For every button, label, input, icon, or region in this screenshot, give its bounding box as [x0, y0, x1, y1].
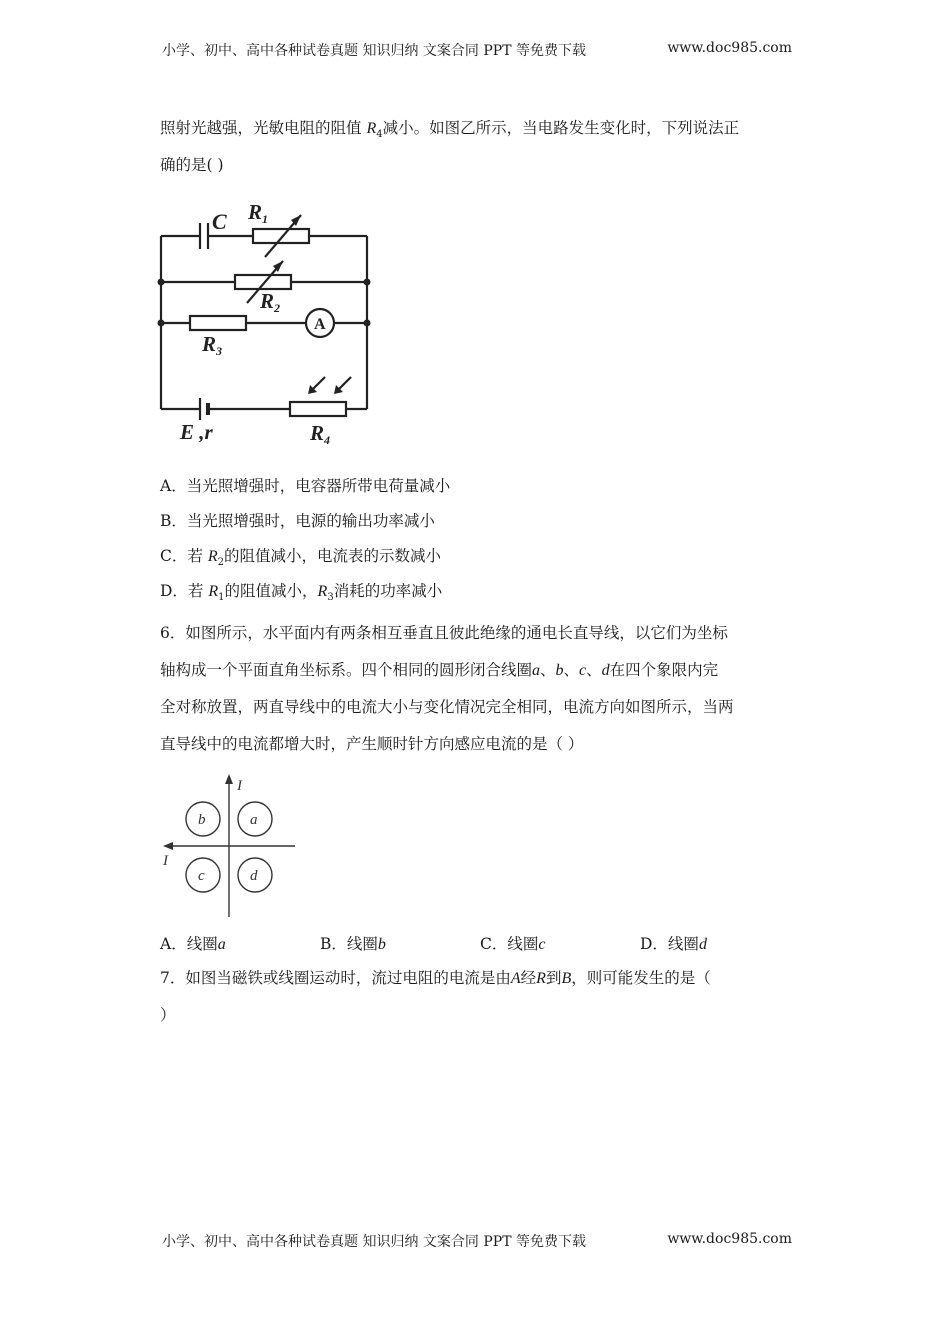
q5-option-d-post: 消耗的功率减小 [333, 582, 443, 600]
q5-option-c-post: 的阻值减小，电流表的示数减小 [223, 547, 441, 565]
q6-var-d: d [601, 662, 610, 679]
coil-c-label: c [198, 868, 205, 884]
q5-stem-line1 [160, 110, 739, 153]
q6-option-c-label: C．线圈 [480, 935, 539, 953]
q5-circuit-diagram [150, 195, 390, 457]
label-current-horizontal: I [163, 853, 168, 869]
q6-option-a-var: a [217, 936, 226, 953]
footer-left-text: 小学、初中、高中各种试卷真题 知识归纳 文案合同 PPT 等免费下载 [162, 1234, 586, 1250]
label-r3: R [202, 332, 217, 356]
q5-option-c [160, 544, 441, 568]
q5-option-d [160, 579, 442, 603]
q6-option-d [640, 932, 800, 954]
label-r4-sub: 4 [324, 433, 330, 447]
label-r2: R [260, 289, 275, 313]
q7-var-b: B [561, 970, 572, 987]
q5-option-b: B．当光照增强时，电源的输出功率减小 [160, 512, 435, 530]
q6-coil-figure [155, 772, 300, 922]
label-source: E ,r [180, 420, 213, 444]
label-r2-sub: 2 [274, 301, 280, 315]
label-r1: R [248, 200, 263, 224]
q6-var-b: b [555, 662, 564, 679]
q5-stem-text-a: 照射光越强，光敏电阻的阻值 [160, 119, 362, 137]
q6-option-d-var: d [698, 936, 707, 953]
ammeter-icon: A [314, 316, 326, 333]
q5-option-d-mid: 的阻值减小， [224, 582, 318, 600]
q5-stem-var: R [366, 120, 377, 137]
q5-option-d-var: R [208, 583, 219, 600]
q7-var-r: R [536, 970, 546, 987]
q6-sep3: 、 [586, 661, 602, 679]
q5-option-c-var: R [207, 548, 218, 565]
q6-stem-line4: 直导线中的电流都增大时，产生顺时针方向感应电流的是（ ） [160, 735, 584, 753]
header-left-text: 小学、初中、高中各种试卷真题 知识归纳 文案合同 PPT 等免费下载 [162, 43, 586, 59]
q6-option-b-var: b [377, 936, 386, 953]
coil-a-label: a [250, 812, 258, 828]
q5-option-c-pre: C．若 [160, 547, 203, 565]
q5-stem-sub: 4 [376, 129, 383, 141]
q5-stem-text-b: 减小。如图乙所示，当电路发生变化时，下列说法正 [382, 119, 740, 137]
label-current-vertical: I [237, 778, 242, 794]
coil-d-label: d [250, 868, 258, 884]
q6-stem-line2 [160, 652, 718, 689]
q6-stem-line2-rest: 在四个象限内完 [609, 661, 719, 679]
q6-var-a: a [532, 662, 541, 679]
q6-option-c [480, 932, 640, 954]
q5-option-d-sub2: 3 [327, 592, 334, 604]
q6-stem-line3: 全对称放置，两直导线中的电流大小与变化情况完全相同，电流方向如图所示，当两 [160, 698, 734, 716]
q5-option-d-sub: 1 [218, 592, 225, 604]
q7-var-a: A [510, 970, 521, 987]
q6-option-b-label: B．线圈 [320, 935, 378, 953]
coil-b-label: b [198, 812, 206, 828]
q7-text-b: ，则可能发生的是（ [571, 969, 711, 987]
q5-option-a: A．当光照增强时，电容器所带电荷量减小 [160, 477, 451, 495]
page-footer [162, 1231, 792, 1251]
q6-option-b [320, 932, 480, 954]
q6-sep1: 、 [540, 661, 556, 679]
q6-options [160, 932, 800, 954]
header-url: www.doc985.com [667, 40, 792, 56]
q6-option-a [160, 932, 320, 954]
q6-var-c: c [579, 662, 587, 679]
q5-option-c-sub: 2 [217, 557, 224, 569]
q7-text-a: 7．如图当磁铁或线圈运动时，流过电阻的电流是由 [160, 969, 511, 987]
footer-url: www.doc985.com [667, 1231, 792, 1247]
q6-option-d-label: D．线圈 [640, 935, 699, 953]
q5-stem-line2: 确的是( ) [160, 156, 224, 174]
q6-option-a-label: A．线圈 [160, 935, 218, 953]
q6-sep2: 、 [563, 661, 580, 679]
label-r1-sub: 1 [262, 212, 268, 226]
q6-stem-line1: 6．如图所示，水平面内有两条相互垂直且彼此绝缘的通电长直导线，以它们为坐标 [160, 624, 728, 642]
q7-stem-line2: ） [160, 1006, 176, 1024]
label-r3-sub: 3 [216, 344, 222, 358]
page-header [162, 40, 792, 60]
q6-stem-line2-text: 轴构成一个平面直角坐标系。四个相同的圆形闭合线圈 [160, 661, 533, 679]
q7-stem-line1 [160, 960, 711, 997]
q5-option-d-var2: R [317, 583, 328, 600]
q7-text-dao: 到 [545, 969, 562, 987]
label-r4: R [310, 421, 325, 445]
q6-option-c-var: c [538, 936, 546, 953]
label-c: C [212, 209, 227, 234]
q7-text-jing: 经 [520, 969, 537, 987]
q5-option-d-pre: D．若 [160, 582, 204, 600]
